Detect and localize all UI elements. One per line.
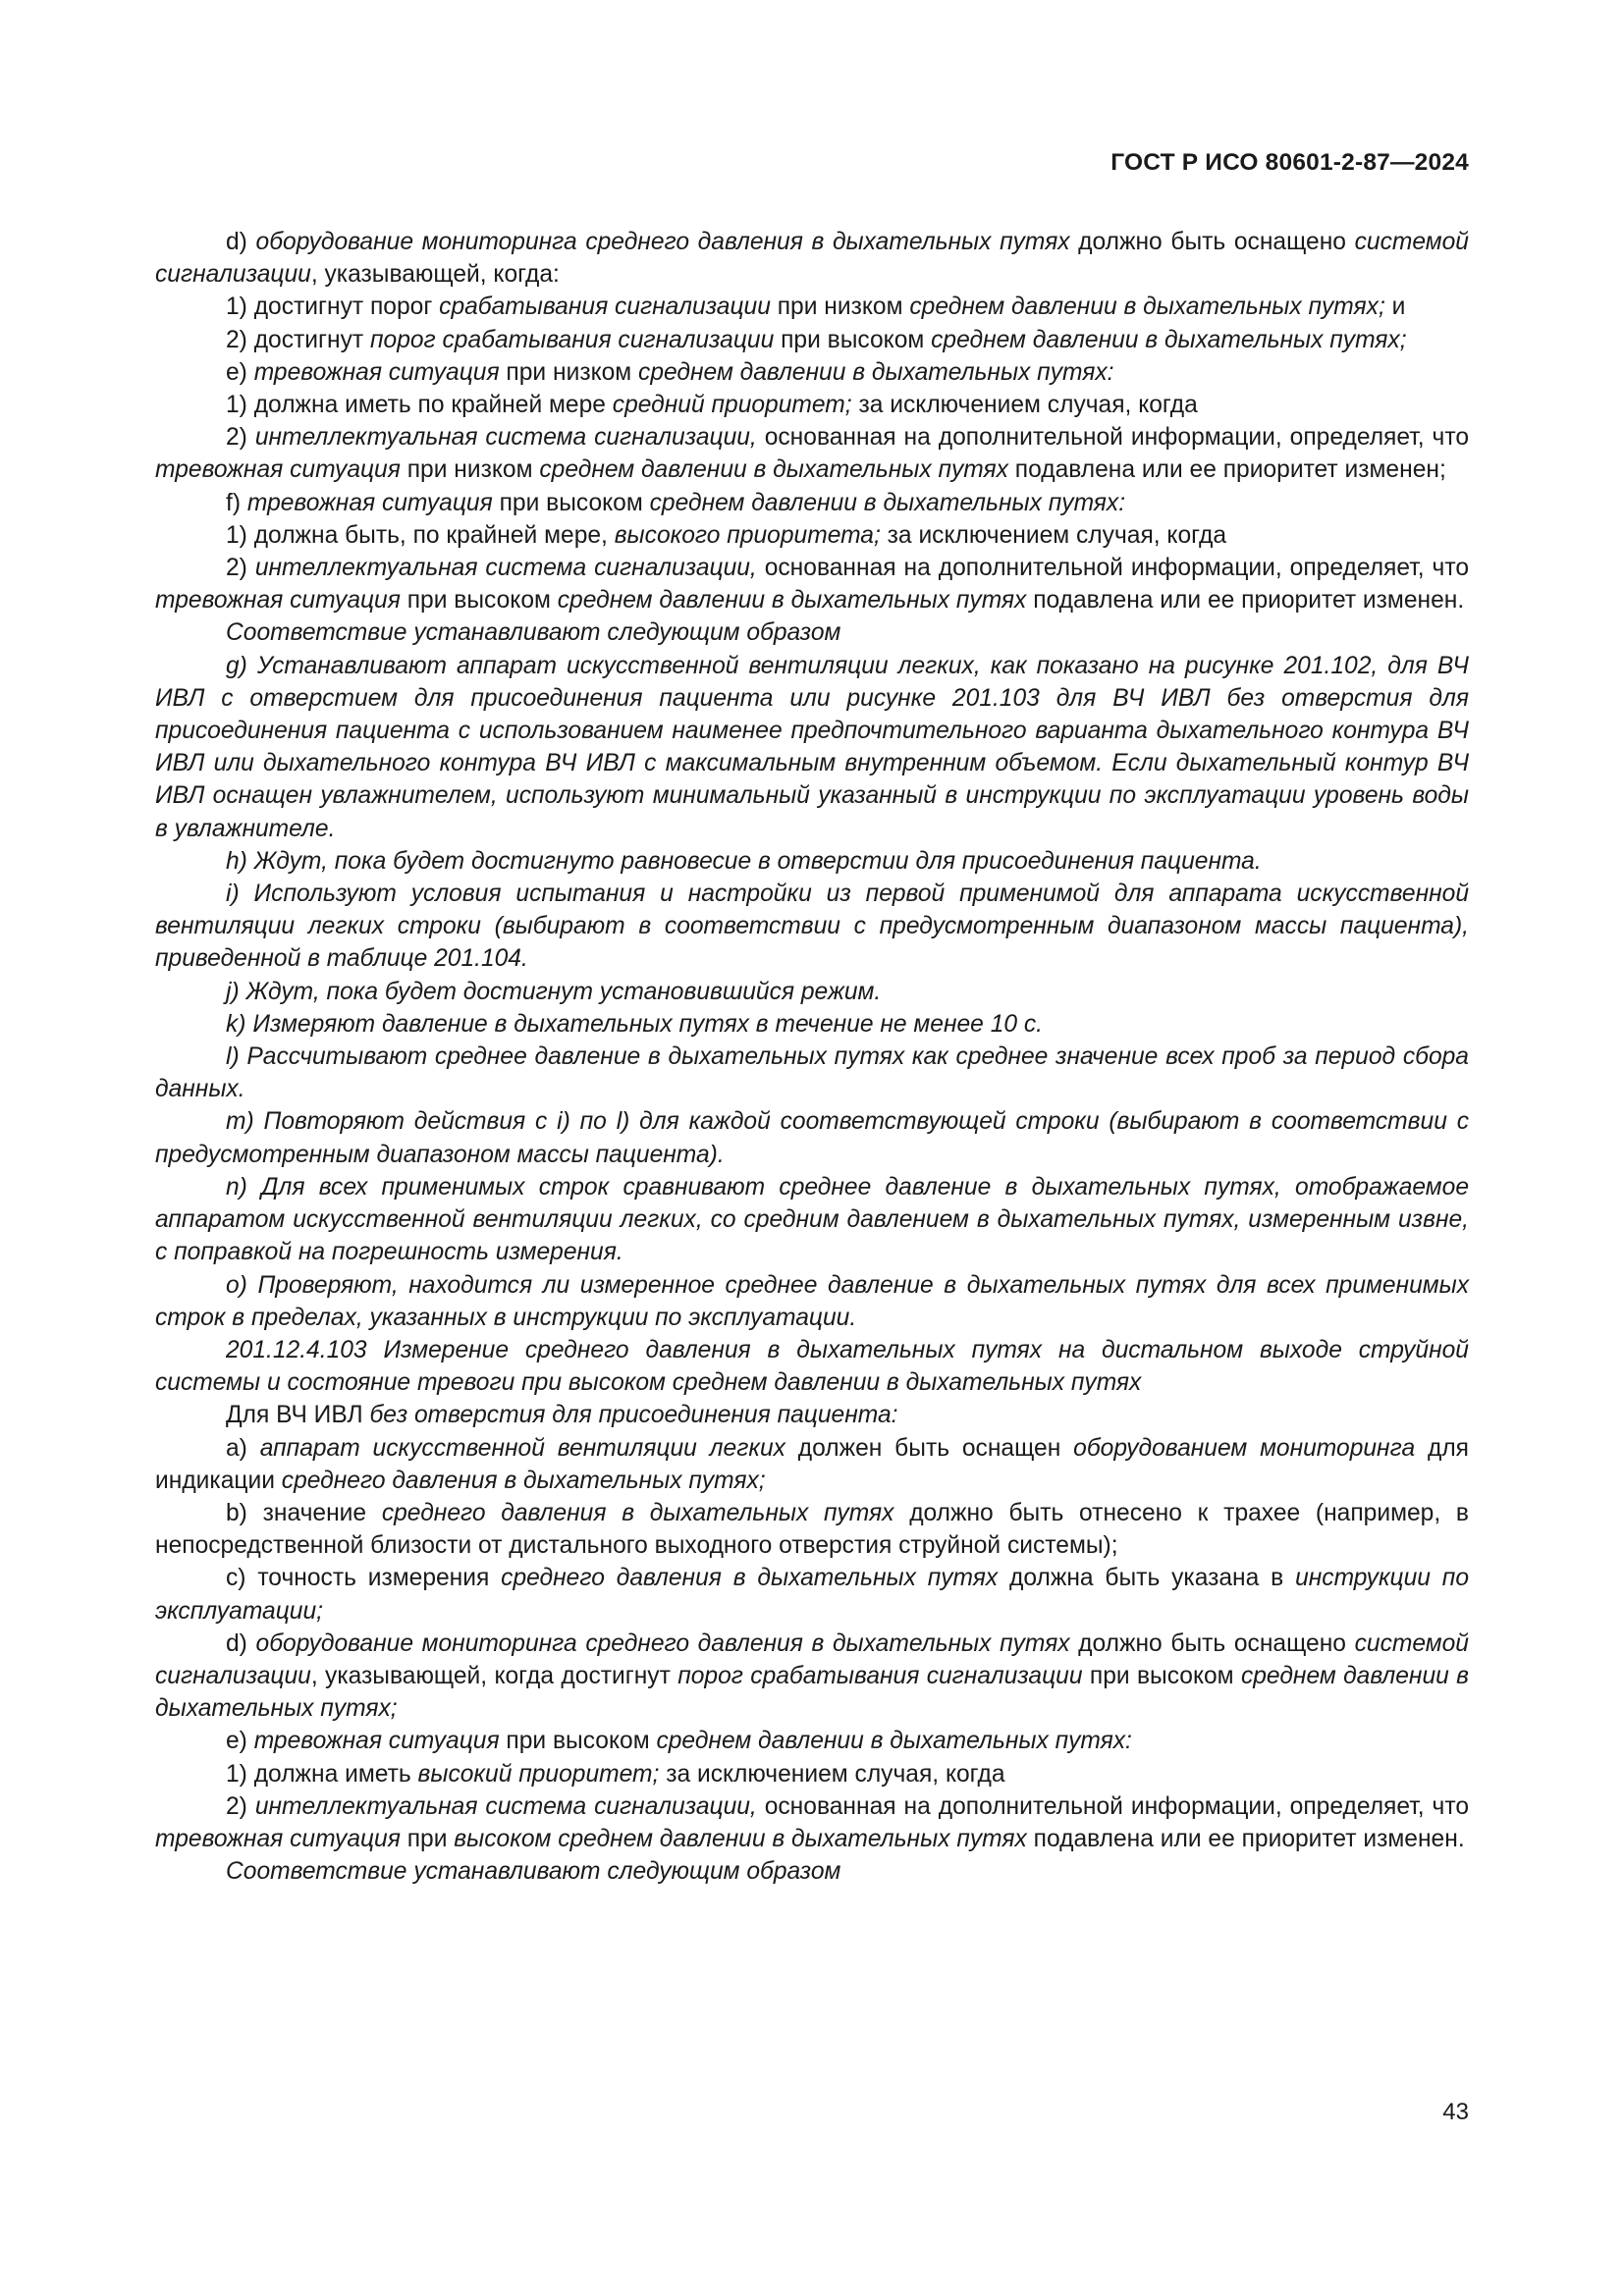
- italic-term: тревожная ситуация: [253, 1728, 500, 1755]
- text-run: основанная на дополнительной информации, определяет, что: [756, 424, 1470, 452]
- italic-term: 201.12.4.103 Измерение среднего давления в дыхательных путях на дистальном выходе струйной системы и состояние тревоги при высоком среднем давлении в дыхательных путях: [155, 1336, 1469, 1397]
- italic-term: тревожная ситуация: [155, 587, 401, 614]
- text-run: при высоком: [774, 326, 932, 353]
- text-run: при высоком: [492, 489, 650, 516]
- italic-term: системой сигнализации: [155, 229, 1469, 289]
- italic-term: инструкции по эксплуатации;: [155, 1565, 1470, 1625]
- italic-term: h) Ждут, пока будет достигнуто равновесие в отверстии для присоединения пациента.: [226, 847, 1262, 875]
- italic-term: среднем давлении в дыхательных путях:: [649, 489, 1126, 516]
- italic-term: порог срабатывания сигнализации: [677, 1662, 1083, 1689]
- italic-term: среднем давлении в дыхательных путях;: [909, 294, 1385, 321]
- text-run: 1) должна иметь по крайней мере: [226, 392, 613, 419]
- text-run: при низком: [400, 456, 540, 484]
- paragraph: [155, 1855, 1469, 1888]
- paragraph: [155, 878, 1469, 976]
- paragraph: [155, 487, 1469, 519]
- paragraph: [155, 1432, 1469, 1497]
- text-run: f): [226, 489, 247, 516]
- text-run: 1) достигнут порог: [226, 294, 440, 321]
- text-run: должна быть указана в: [998, 1565, 1296, 1592]
- page-number: 43: [1442, 2099, 1469, 2125]
- italic-term: высокий приоритет;: [417, 1760, 660, 1788]
- text-run: 2) достигнут: [226, 326, 370, 353]
- text-run: для индикации: [155, 1434, 1469, 1494]
- paragraph: [155, 226, 1469, 291]
- text-run: 1) должна быть, по крайней мере,: [226, 521, 615, 549]
- text-run: должно быть оснащено: [1069, 229, 1355, 255]
- italic-term: j) Ждут, пока будет достигнут установившийся режим.: [226, 978, 882, 1005]
- text-run: , указывающей, когда:: [310, 261, 560, 289]
- paragraph: [155, 1399, 1469, 1431]
- paragraph: [155, 389, 1469, 421]
- text-run: 2): [226, 424, 255, 452]
- text-run: a): [226, 1434, 260, 1462]
- italic-term: k) Измеряют давление в дыхательных путях в течение не менее 10 с.: [226, 1010, 1044, 1038]
- text-run: основанная на дополнительной информации, определяет, что: [756, 1792, 1470, 1820]
- paragraph: [155, 1628, 1469, 1726]
- italic-term: среднего давления в дыхательных путях: [381, 1499, 894, 1526]
- italic-term: m) Повторяют действия с i) по l) для каждой соответствующей строки (выбирают в соответствии с предусмотренным диапазоном массы пациента).: [155, 1108, 1469, 1168]
- italic-term: высоком среднем давлении в дыхательных путях: [454, 1825, 1027, 1852]
- italic-term: тревожная ситуация: [253, 358, 500, 386]
- italic-term: тревожная ситуация: [155, 1825, 401, 1852]
- text-run: основанная на дополнительной информации, определяет, что: [756, 555, 1470, 582]
- text-run: d): [226, 1629, 256, 1657]
- paragraph: [155, 1497, 1469, 1562]
- italic-term: интеллектуальная система сигнализации,: [254, 555, 757, 582]
- text-run: e): [226, 358, 254, 386]
- paragraph: [155, 1562, 1469, 1627]
- paragraph: [155, 1269, 1469, 1334]
- text-run: должно быть оснащено: [1069, 1629, 1355, 1657]
- paragraph: [155, 616, 1469, 649]
- text-run: при высоком: [499, 1728, 657, 1755]
- italic-term: аппарат искусственной вентиляции легких: [259, 1434, 785, 1462]
- paragraph: [155, 1790, 1469, 1855]
- italic-term: высокого приоритета;: [614, 521, 881, 549]
- paragraph: [155, 1171, 1469, 1269]
- italic-term: оборудованием мониторинга: [1073, 1434, 1416, 1462]
- document-body: [155, 226, 1469, 1888]
- italic-term: без отверстия для присоединения пациента:: [369, 1402, 898, 1429]
- paragraph: [155, 519, 1469, 552]
- italic-term: i) Используют условия испытания и настройки из первой применимой для аппарата искусственной вентиляции легких строки (выбирают в соответствии с предусмотренным диапазоном массы пациента), приведенной в таблице 201.104.: [155, 881, 1469, 973]
- standard-header: ГОСТ Р ИСО 80601-2-87—2024: [1110, 149, 1469, 176]
- italic-term: Соответствие устанавливают следующим образом: [226, 619, 841, 647]
- text-run: при низком: [770, 294, 910, 321]
- text-run: за исключением случая, когда: [851, 392, 1198, 419]
- paragraph: [155, 1758, 1469, 1790]
- text-run: d): [226, 229, 256, 255]
- italic-term: оборудование мониторинга среднего давления в дыхательных путях: [255, 1629, 1070, 1657]
- italic-term: среднего давления в дыхательных путях: [501, 1565, 999, 1592]
- italic-term: среднем давлении в дыхательных путях:: [638, 358, 1114, 386]
- italic-term: g) Устанавливают аппарат искусственной вентиляции легких, как показано на рисунке 201.102, для ВЧ ИВЛ с отверстием для присоединения пациента или рисунке 201.103 для ВЧ ИВЛ без отверстия для присоединения пациента с использованием наименее предпочтительного варианта дыхательного контура ВЧ ИВЛ или дыхательного контура ВЧ ИВЛ с максимальным внутренним объемом. Если дыхательный контур ВЧ ИВЛ оснащен увлажнителем, используют минимальный указанный в инструкции по эксплуатации уровень воды в увлажнителе.: [155, 652, 1469, 842]
- italic-term: среднем давлении в дыхательных путях;: [155, 1662, 1469, 1723]
- italic-term: l) Рассчитывают среднее давление в дыхательных путях как среднее значение всех проб за период сбора данных.: [155, 1043, 1469, 1103]
- text-run: Для ВЧ ИВЛ: [226, 1402, 370, 1429]
- text-run: подавлена или ее приоритет изменен;: [1007, 456, 1446, 484]
- italic-term: системой сигнализации: [155, 1629, 1469, 1689]
- italic-term: среднем давлении в дыхательных путях;: [931, 326, 1407, 353]
- paragraph: [155, 1105, 1469, 1170]
- text-run: при: [400, 1825, 455, 1852]
- text-run: b) значение: [226, 1499, 382, 1526]
- paragraph: [155, 291, 1469, 323]
- text-run: 1) должна иметь: [226, 1760, 418, 1788]
- italic-term: среднем давлении в дыхательных путях:: [656, 1728, 1132, 1755]
- paragraph: [155, 552, 1469, 616]
- italic-term: интеллектуальная система сигнализации,: [254, 1792, 757, 1820]
- italic-term: o) Проверяют, находится ли измеренное среднее давление в дыхательных путях для всех применимых строк в пределах, указанных в инструкции по эксплуатации.: [155, 1271, 1469, 1331]
- paragraph: [155, 845, 1469, 878]
- paragraph: [155, 976, 1469, 1008]
- italic-term: Соответствие устанавливают следующим образом: [226, 1858, 841, 1886]
- italic-term: среднего давления в дыхательных путях;: [281, 1467, 766, 1494]
- text-run: и: [1384, 294, 1406, 321]
- paragraph: [155, 1334, 1469, 1399]
- italic-term: тревожная ситуация: [155, 456, 401, 484]
- italic-term: среднем давлении в дыхательных путях: [557, 587, 1027, 614]
- text-run: , указывающей, когда достигнут: [310, 1662, 678, 1689]
- paragraph: [155, 324, 1469, 356]
- paragraph: [155, 650, 1469, 845]
- text-run: при высоком: [400, 587, 558, 614]
- text-run: c) точность измерения: [226, 1565, 502, 1592]
- italic-term: интеллектуальная система сигнализации,: [254, 424, 757, 452]
- paragraph: [155, 421, 1469, 486]
- paragraph: [155, 1041, 1469, 1105]
- paragraph: [155, 1725, 1469, 1757]
- text-run: 2): [226, 1792, 255, 1820]
- text-run: подавлена или ее приоритет изменен.: [1026, 587, 1465, 614]
- text-run: за исключением случая, когда: [659, 1760, 1005, 1788]
- italic-term: среднем давлении в дыхательных путях: [539, 456, 1008, 484]
- paragraph: [155, 1008, 1469, 1041]
- text-run: при высоком: [1082, 1662, 1241, 1689]
- text-run: 2): [226, 555, 255, 582]
- text-run: e): [226, 1728, 254, 1755]
- text-run: подавлена или ее приоритет изменен.: [1026, 1825, 1465, 1852]
- italic-term: средний приоритет;: [612, 392, 852, 419]
- text-run: должен быть оснащен: [785, 1434, 1074, 1462]
- italic-term: тревожная ситуация: [246, 489, 493, 516]
- italic-term: порог срабатывания сигнализации: [369, 326, 775, 353]
- italic-term: оборудование мониторинга среднего давления в дыхательных путях: [255, 229, 1070, 255]
- text-run: за исключением случая, когда: [880, 521, 1227, 549]
- italic-term: n) Для всех применимых строк сравнивают среднее давление в дыхательных путях, отображаемое аппаратом искусственной вентиляции легких, со средним давлением в дыхательных путях, измеренным извне, с поправкой на погрешность измерения.: [155, 1173, 1469, 1266]
- italic-term: срабатывания сигнализации: [439, 294, 771, 321]
- text-run: должно быть отнесено к трахее (например, в непосредственной близости от дистального выходного отверстия струйной системы);: [155, 1499, 1469, 1560]
- paragraph: [155, 356, 1469, 389]
- text-run: при низком: [499, 358, 639, 386]
